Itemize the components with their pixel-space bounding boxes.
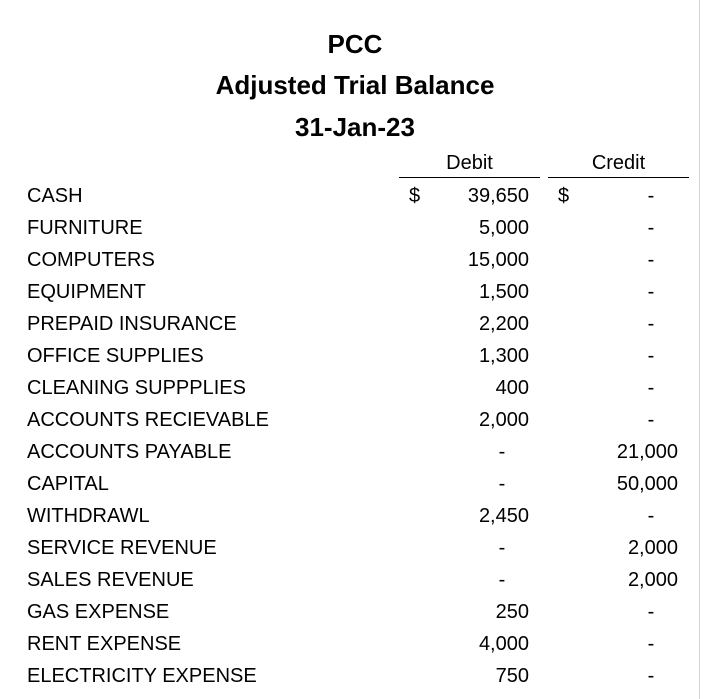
table-row [0, 372, 710, 404]
debit-amount: 15,000 [467, 249, 529, 271]
account-name: EQUIPMENT [27, 281, 146, 303]
credit-amount: - [647, 665, 655, 687]
account-name: CAPITAL [27, 473, 109, 495]
credit-amount: - [647, 217, 655, 239]
account-name: SERVICE REVENUE [27, 537, 217, 559]
table-row [0, 468, 710, 500]
table-row [0, 340, 710, 372]
debit-column-header: Debit [399, 150, 540, 178]
debit-amount: 2,450 [478, 505, 529, 527]
table-row [0, 212, 710, 244]
credit-amount: - [647, 185, 655, 207]
debit-amount: 1,300 [478, 345, 529, 367]
credit-amount: 50,000 [616, 473, 678, 495]
debit-amount: 4,000 [478, 633, 529, 655]
account-name: FURNITURE [27, 217, 143, 239]
debit-amount: - [498, 473, 506, 495]
table-row [0, 532, 710, 564]
table-row [0, 660, 710, 692]
report-title: Adjusted Trial Balance [215, 70, 495, 100]
table-row [0, 276, 710, 308]
table-row [0, 404, 710, 436]
account-name: ELECTRICITY EXPENSE [27, 665, 257, 687]
credit-amount: - [647, 281, 655, 303]
account-name: RENT EXPENSE [27, 633, 182, 655]
credit-currency-symbol: $ [558, 185, 570, 207]
account-name: GAS EXPENSE [27, 601, 170, 623]
credit-amount: - [647, 313, 655, 335]
account-name: SALES REVENUE [27, 569, 194, 591]
credit-amount: 21,000 [616, 441, 678, 463]
account-name: PREPAID INSURANCE [27, 313, 237, 335]
credit-column-header: Credit [548, 150, 689, 178]
debit-currency-symbol: $ [409, 185, 421, 207]
credit-amount: - [647, 345, 655, 367]
account-name: CASH [27, 185, 83, 207]
debit-amount: 250 [495, 601, 529, 623]
credit-amount: - [647, 377, 655, 399]
debit-amount: 750 [495, 665, 529, 687]
debit-amount: 2,200 [478, 313, 529, 335]
debit-amount: 400 [495, 377, 529, 399]
debit-amount: - [498, 441, 506, 463]
table-row [0, 436, 710, 468]
credit-amount: - [647, 249, 655, 271]
table-row [0, 596, 710, 628]
credit-amount: - [647, 633, 655, 655]
credit-amount: - [647, 409, 655, 431]
table-row [0, 180, 710, 212]
table-row [0, 564, 710, 596]
credit-amount: - [647, 601, 655, 623]
account-name: WITHDRAWL [27, 505, 150, 527]
credit-amount: 2,000 [627, 569, 678, 591]
table-row [0, 244, 710, 276]
account-name: CLEANING SUPPPLIES [27, 377, 246, 399]
credit-amount: - [647, 505, 655, 527]
account-name: ACCOUNTS RECIEVABLE [27, 409, 269, 431]
account-rows [0, 180, 710, 692]
debit-amount: 1,500 [478, 281, 529, 303]
debit-amount: 2,000 [478, 409, 529, 431]
table-row [0, 500, 710, 532]
report-date: 31-Jan-23 [295, 112, 415, 142]
debit-amount: - [498, 569, 506, 591]
account-name: ACCOUNTS PAYABLE [27, 441, 232, 463]
company-name: PCC [327, 29, 383, 59]
account-name: COMPUTERS [27, 249, 155, 271]
account-name: OFFICE SUPPLIES [27, 345, 204, 367]
debit-amount: 39,650 [467, 185, 529, 207]
debit-amount: 5,000 [478, 217, 529, 239]
credit-amount: 2,000 [627, 537, 678, 559]
debit-amount: - [498, 537, 506, 559]
table-row [0, 628, 710, 660]
table-row [0, 308, 710, 340]
